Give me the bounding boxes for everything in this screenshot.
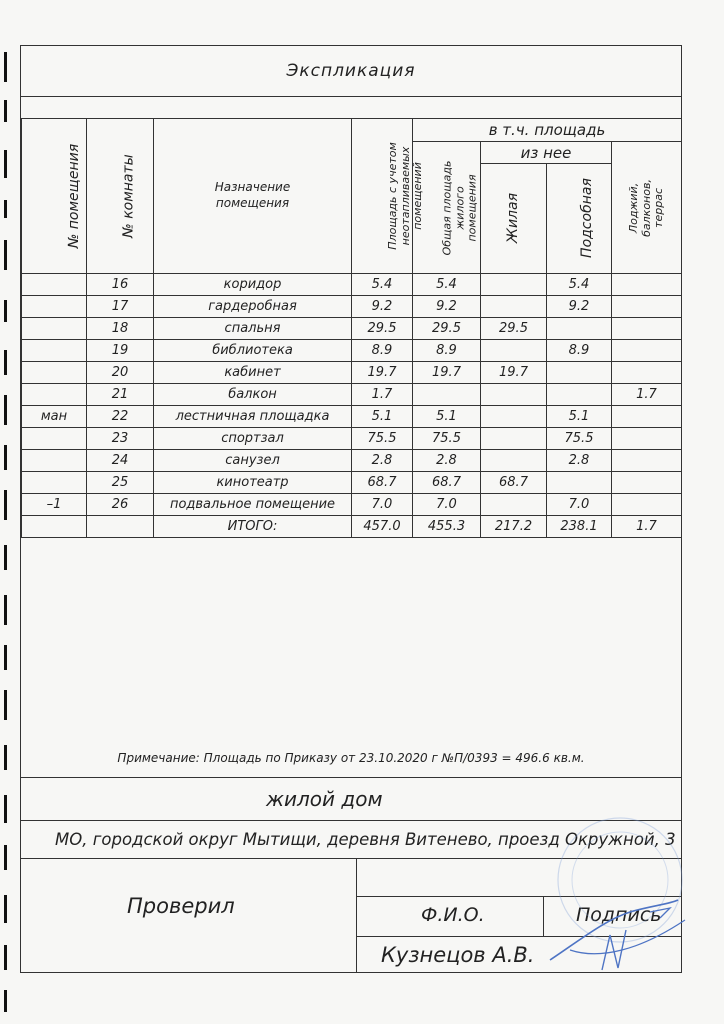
inspector-name: Кузнецов А.В. bbox=[381, 943, 535, 967]
signature-divider bbox=[356, 859, 357, 973]
table-row: –1 26 подвальное помещение 7.0 7.0 7.0 bbox=[22, 494, 682, 516]
header-space-no: № комнаты bbox=[87, 119, 154, 274]
object-address: МО, городской округ Мытищи, деревня Витенево, проезд Окружной, 3 bbox=[21, 821, 681, 859]
totals-living: 217.2 bbox=[481, 516, 547, 538]
table-row: 17 гардеробная 9.2 9.2 9.2 bbox=[22, 296, 682, 318]
checked-by-label: Проверил bbox=[127, 894, 235, 918]
header-room-no: № помещения bbox=[22, 119, 87, 274]
signature-label: Подпись bbox=[576, 904, 662, 926]
table-row: 16 коридор 5.4 5.4 5.4 bbox=[22, 274, 682, 296]
header-purpose: Назначение помещения bbox=[154, 119, 352, 274]
totals-loggia: 1.7 bbox=[612, 516, 682, 538]
table-row: 19 библиотека 8.9 8.9 8.9 bbox=[22, 340, 682, 362]
page-title: Экспликация bbox=[21, 46, 681, 97]
totals-row bbox=[22, 516, 682, 538]
header-incl-area: в т.ч. площадь bbox=[413, 119, 682, 142]
header-of-which: из нее bbox=[481, 142, 612, 164]
table-row: 24 санузел 2.8 2.8 2.8 bbox=[22, 450, 682, 472]
binding-edge bbox=[4, 0, 10, 1024]
header-living: Жилая bbox=[481, 164, 547, 274]
totals-total: 455.3 bbox=[413, 516, 481, 538]
header-living-total: Общая площадь жилого помещения bbox=[413, 142, 481, 274]
area-note: Примечание: Площадь по Приказу от 23.10.2020 г №П/0393 = 496.6 кв.м. bbox=[21, 739, 681, 778]
totals-label: ИТОГО: bbox=[154, 516, 352, 538]
totals-aux: 238.1 bbox=[547, 516, 612, 538]
header-loggias: Лоджий, балконов, террас bbox=[612, 142, 682, 274]
header-auxiliary: Подсобная bbox=[547, 164, 612, 274]
table-row: 20 кабинет 19.7 19.7 19.7 bbox=[22, 362, 682, 384]
table-row: 23 спортзал 75.5 75.5 75.5 bbox=[22, 428, 682, 450]
explication-table bbox=[21, 118, 682, 538]
stamp-signature-icon bbox=[510, 800, 700, 1000]
fio-label: Ф.И.О. bbox=[421, 904, 485, 926]
object-type: жилой дом bbox=[21, 777, 681, 821]
header-area-total: Площадь с учетом неотапливаемых помещений bbox=[352, 119, 413, 274]
table-row: 25 кинотеатр 68.7 68.7 68.7 bbox=[22, 472, 682, 494]
blank-row bbox=[21, 96, 681, 119]
table-row: 18 спальня 29.5 29.5 29.5 bbox=[22, 318, 682, 340]
table-row: 21 балкон 1.7 1.7 bbox=[22, 384, 682, 406]
table-row: ман 22 лестничная площадка 5.1 5.1 5.1 bbox=[22, 406, 682, 428]
totals-area: 457.0 bbox=[352, 516, 413, 538]
